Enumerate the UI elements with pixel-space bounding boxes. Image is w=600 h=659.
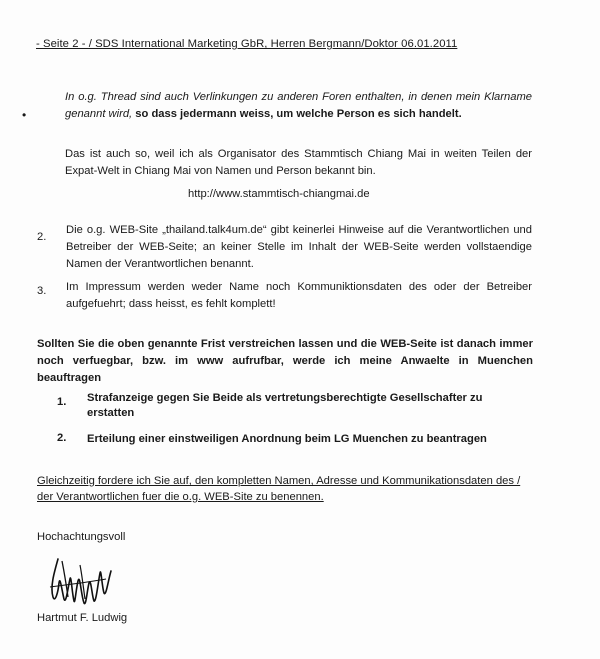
paragraph-thread-links <box>65 89 532 123</box>
sender-name: Hartmut F. Ludwig <box>37 612 128 624</box>
closing-salutation: Hochachtungsvoll <box>37 531 126 543</box>
page-header: - Seite 2 - / SDS International Marketing GbR, Herren Bergmann/Doktor 06.01.2011 <box>36 38 458 50</box>
paragraph-thread-links-bold: so dass jedermann weiss, um welche Person es sich handelt. <box>135 108 462 120</box>
website-url: http://www.stammtisch-chiangmai.de <box>188 188 370 200</box>
action-1-number: 1. <box>57 396 67 408</box>
action-1-text: Strafanzeige gegen Sie Beide als vertretungsberechtigte Gesellschafter zu erstatten <box>87 392 483 419</box>
paragraph-organizer: Das ist auch so, weil ich als Organisator des Stammtisch Chiang Mai in weiten Teilen der Expat-Welt in Chiang Mai von Namen und Person bekannt bin. <box>65 148 532 177</box>
margin-bullet-mark: • <box>22 108 27 122</box>
point-3-number: 3. <box>37 285 47 297</box>
action-2-text: Erteilung einer einstweiligen Anordnung beim LG Muenchen zu beantragen <box>87 433 487 445</box>
point-2-text: Die o.g. WEB-Site „thailand.talk4um.de“ gibt keinerlei Hinweise auf die Verantwortlichen und Betreiber der WEB-Seite; an keiner Stelle im Inhalt der WEB-Seite werden vollstaendige Namen der Verantwortlichen benannt. <box>66 224 532 270</box>
point-2-number: 2. <box>37 231 47 243</box>
request-paragraph: Gleichzeitig fordere ich Sie auf, den kompletten Namen, Adresse und Kommunikationsdaten des / der Verantwortlichen fuer die o.g. WEB-Site zu benennen. <box>37 475 521 503</box>
handwritten-signature <box>44 553 124 611</box>
action-2-number: 2. <box>57 432 67 444</box>
paragraph-thread-links-italic: In o.g. Thread sind auch Verlinkungen zu anderen Foren enthalten, in denen mein Klarname genannt wird, <box>65 91 532 120</box>
warning-paragraph: Sollten Sie die oben genannte Frist verstreichen lassen und die WEB-Seite ist danach immer noch verfuegbar, bzw. im www aufrufbar, werde ich meine Anwaelte in Muenchen beauftragen <box>37 338 533 384</box>
point-3-text: Im Impressum werden weder Name noch Kommuniktionsdaten des oder der Betreiber aufgefuehrt; dass heisst, es fehlt komplett! <box>66 281 532 310</box>
